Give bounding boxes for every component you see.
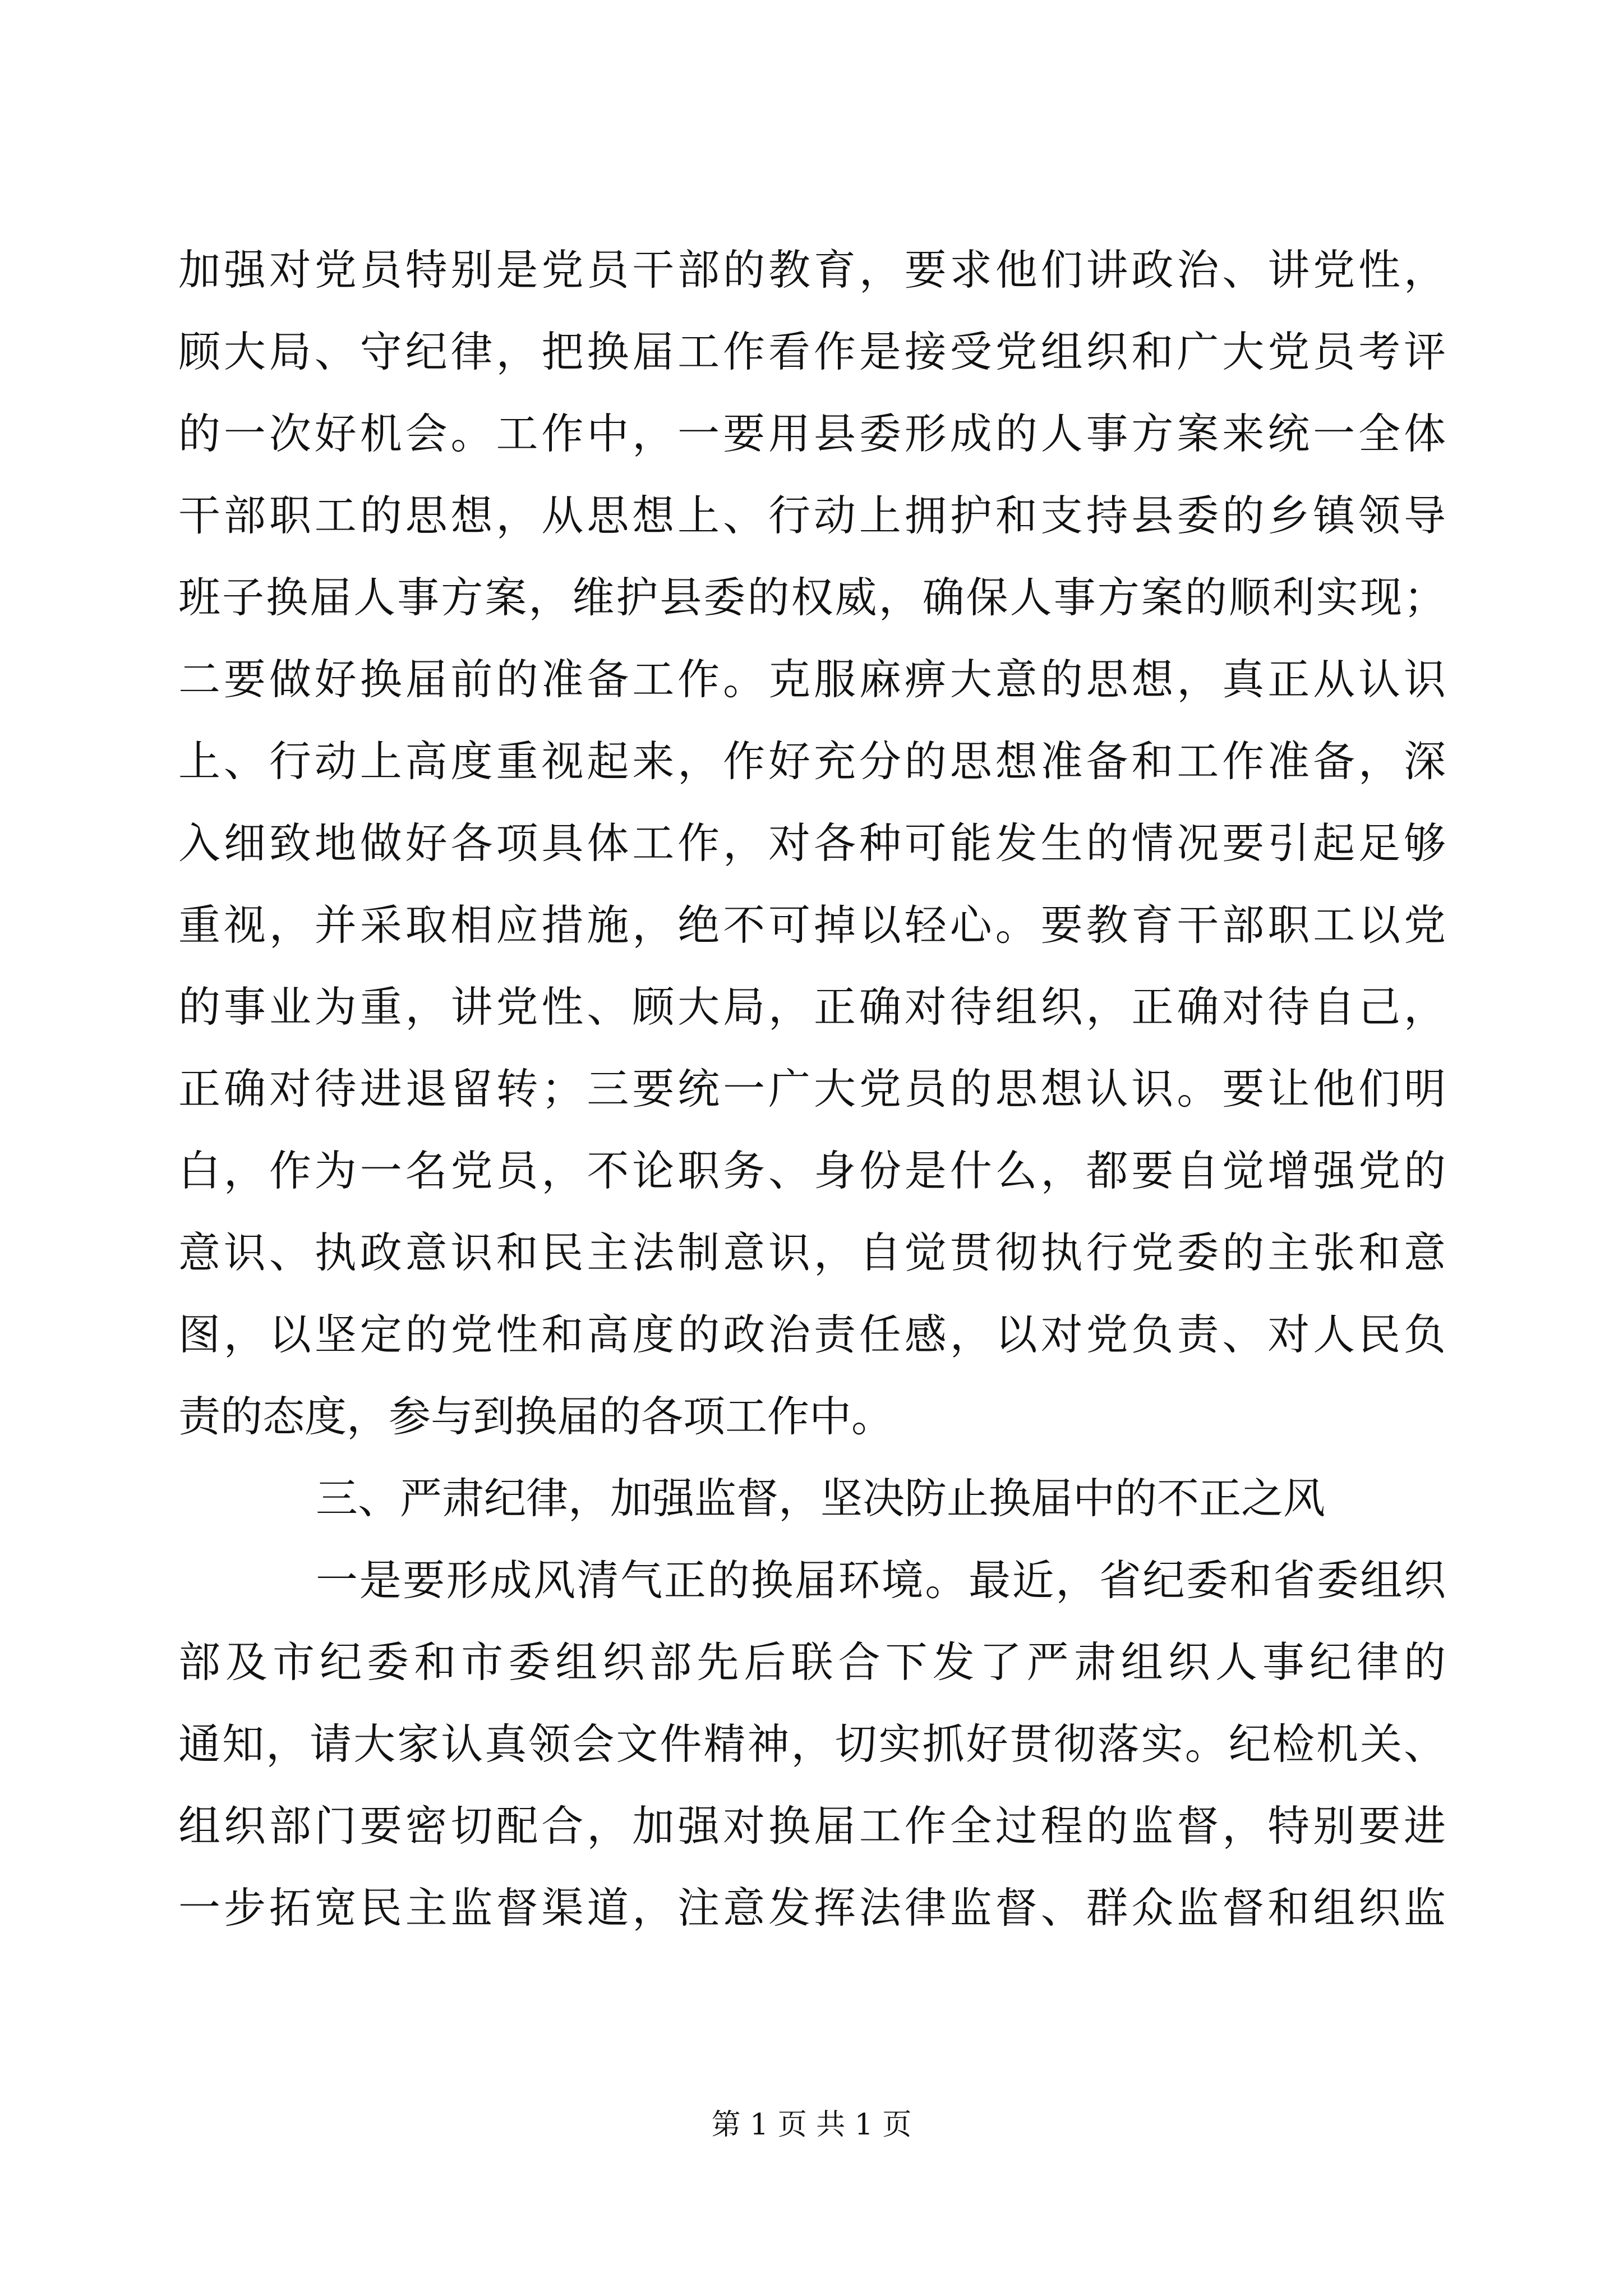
- body-text: [178, 229, 1446, 1949]
- text-line: 加强对党员特别是党员干部的教育，要求他们讲政治、讲党性，: [178, 245, 1446, 295]
- text-line: 责的态度，参与到换届的各项工作中。: [178, 1392, 894, 1441]
- text-line: 二要做好换届前的准备工作。克服麻痹大意的思想，真正从认识: [178, 655, 1446, 704]
- text-line: 的一次好机会。工作中，一要用县委形成的人事方案来统一全体: [178, 409, 1446, 458]
- text-line: 图，以坚定的党性和高度的政治责任感，以对党负责、对人民负: [178, 1310, 1446, 1359]
- text-line: 顾大局、守纪律，把换届工作看作是接受党组织和广大党员考评: [178, 327, 1446, 376]
- text-line: 重视，并采取相应措施，绝不可掉以轻心。要教育干部职工以党: [178, 900, 1446, 950]
- text-line: 干部职工的思想，从思想上、行动上拥护和支持县委的乡镇领导: [178, 491, 1446, 540]
- text-line: 的事业为重，讲党性、顾大局，正确对待组织，正确对待自己，: [178, 982, 1446, 1032]
- paragraph-first-line: 一是要形成风清气正的换届环境。最近，省纪委和省委组织: [316, 1556, 1446, 1605]
- section-heading: 三、严肃纪律，加强监督，坚决防止换届中的不正之风: [316, 1474, 1326, 1523]
- text-line: 一步拓宽民主监督渠道，注意发挥法律监督、群众监督和组织监: [178, 1883, 1446, 1932]
- page-number-footer: 第 1 页 共 1 页: [711, 2108, 912, 2142]
- text-line: 意识、执政意识和民主法制意识，自觉贯彻执行党委的主张和意: [178, 1228, 1446, 1277]
- text-line: 组织部门要密切配合，加强对换届工作全过程的监督，特别要进: [178, 1801, 1446, 1851]
- text-line: 正确对待进退留转；三要统一广大党员的思想认识。要让他们明: [178, 1064, 1446, 1114]
- text-line: 部及市纪委和市委组织部先后联合下发了严肃组织人事纪律的: [178, 1637, 1446, 1687]
- text-line: 班子换届人事方案，维护县委的权威，确保人事方案的顺利实现；: [178, 573, 1446, 622]
- text-line: 白，作为一名党员，不论职务、身份是什么，都要自觉增强党的: [178, 1146, 1446, 1195]
- text-line: 上、行动上高度重视起来，作好充分的思想准备和工作准备，深: [178, 737, 1446, 786]
- text-line: 通知，请大家认真领会文件精神，切实抓好贯彻落实。纪检机关、: [178, 1719, 1446, 1769]
- text-line: 入细致地做好各项具体工作，对各种可能发生的情况要引起足够: [178, 818, 1446, 868]
